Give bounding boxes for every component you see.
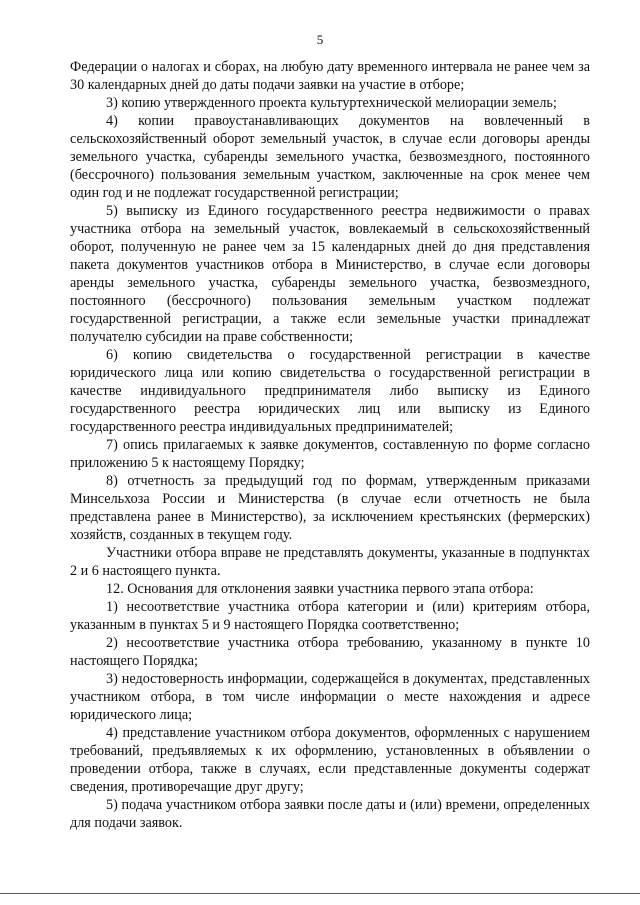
paragraph-item-6: 6) копию свидетельства о государственной регистрации в качестве юридического лица или копию свидетельства о государственной регистрации в качестве индивидуального предпринимателя либо выписку из Единого государственного реестра юридических лиц или выписку из Единого государственного реестра индивидуальных предпринимателей; [70,347,590,435]
paragraph-section-12: 12. Основания для отклонения заявки участника первого этапа отбора: [106,581,534,597]
bottom-rule [0,893,640,894]
paragraph-reason-4: 4) представление участником отбора документов, оформленных с нарушением требований, предъявляемых к их оформлению, установленных в объявлении о проведении отбора, также в случаях, если представленные документы содержат сведения, противоречащие друг другу; [70,725,590,795]
page-number: 5 [316,32,324,47]
paragraph-item-4: 4) копии правоустанавливающих документов на вовлеченный в сельскохозяйственный оборот земельный участок, в случае если договоры аренды земельного участка, субаренды земельного участка, безвозмездного, постоянного (бессрочного) пользования земельным участком, заключенные на срок менее чем один год и не подлежат государственной регистрации; [70,113,590,201]
paragraph-item-3: 3) копию утвержденного проекта культуртехнической мелиорации земель; [106,95,557,111]
paragraph-reason-2: 2) несоответствие участника отбора требованию, указанному в пункте 10 настоящего Порядка; [70,635,590,669]
paragraph-reason-1: 1) несоответствие участника отбора категории и (или) критериям отбора, указанным в пунктах 5 и 9 настоящего Порядка соответственно; [70,599,590,633]
paragraph-item-7: 7) опись прилагаемых к заявке документов, составленную по форме согласно приложению 5 к настоящему Порядку; [70,437,590,471]
paragraph-reason-3: 3) недостоверность информации, содержащейся в документах, представленных участником отбора, в том числе информации о месте нахождения и адресе юридического лица; [70,671,590,723]
paragraph-item-8: 8) отчетность за предыдущий год по формам, утвержденным приказами Минсельхоза России и Министерства (в случае если отчетность не была представлена ранее в Министерство), за исключением крестьянских (фермерских) хозяйств, созданных в текущем году. [70,473,590,543]
paragraph-participants-note: Участники отбора вправе не представлять документы, указанные в подпунктах 2 и 6 настоящего пункта. [70,545,590,579]
document-body [70,58,590,832]
paragraph-continuation: Федерации о налогах и сборах, на любую дату временного интервала не ранее чем за 30 календарных дней до даты подачи заявки на участие в отборе; [70,59,590,93]
paragraph-reason-5: 5) подача участником отбора заявки после даты и (или) времени, определенных для подачи заявок. [70,797,590,831]
paragraph-item-5: 5) выписку из Единого государственного реестра недвижимости о правах участника отбора на земельный участок, вовлекаемый в сельскохозяйственный оборот, полученную не ранее чем за 15 календарных дней до дня представления пакета документов участников отбора в Министерство, в случае если договоры аренды земельного участка, субаренды земельного участка, безвозмездного, постоянного (бессрочного) пользования земельным участком подлежат государственной регистрации, а также если земельные участки принадлежат получателю субсидии на праве собственности; [70,203,590,345]
